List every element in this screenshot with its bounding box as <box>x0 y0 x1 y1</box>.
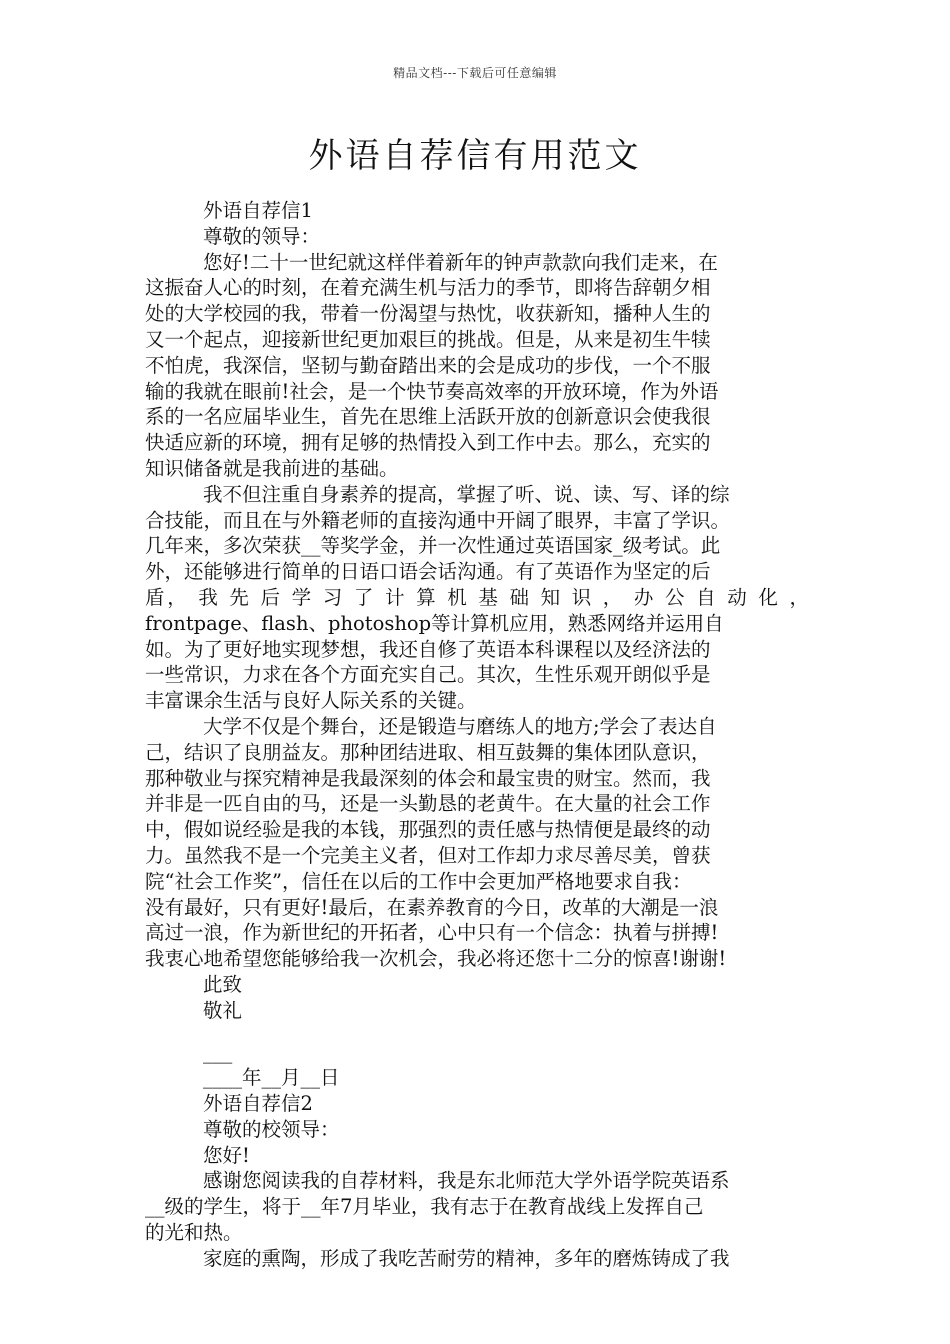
text-line: 不怕虎，我深信，坚韧与勤奋踏出来的会是成功的步伐，一个不服 <box>145 353 711 377</box>
text-line: 合技能，而且在与外籍老师的直接沟通中开阔了眼界，丰富了学识。 <box>145 508 731 532</box>
closing-line: 敬礼 <box>203 998 243 1022</box>
text-line: 感谢您阅读我的自荐材料，我是东北师范大学外语学院英语系 <box>203 1169 730 1193</box>
closing-line: 此致 <box>203 972 243 996</box>
page-header: 精品文档---下载后可任意编辑 <box>393 66 557 80</box>
text-line: 您好!二十一世纪就这样伴着新年的钟声款款向我们走来，在 <box>203 250 718 274</box>
section-heading-1: 外语自荐信1 <box>203 199 313 222</box>
text-line: 输的我就在眼前!社会，是一个快节奏高效率的开放环境，作为外语 <box>145 379 719 403</box>
text-line: 一些常识，力求在各个方面充实自己。其次，生性乐观开朗似乎是 <box>145 663 711 687</box>
text-line: 如。为了更好地实现梦想，我还自修了英语本科课程以及经济法的 <box>145 637 711 661</box>
text-line: 丰富课余生活与良好人际关系的关键。 <box>145 689 477 713</box>
text-line: 没有最好，只有更好!最后，在素养教育的今日，改革的大潮是一浪 <box>145 895 719 919</box>
text-line: 我衷心地希望您能够给我一次机会，我必将还您十二分的惊喜!谢谢! <box>145 947 727 971</box>
spacer <box>145 1024 809 1040</box>
text-line: 外，还能够进行简单的日语口语会话沟通。有了英语作为坚定的后 <box>145 560 711 584</box>
text-line: frontpage、flash、photoshop等计算机应用，熟悉网络并运用自 <box>145 611 724 635</box>
section-heading-2: 外语自荐信2 <box>203 1092 313 1116</box>
text-line: __级的学生，将于__年7月毕业，我有志于在教育战线上发挥自己 <box>145 1195 704 1219</box>
text-line: 大学不仅是个舞台，还是锻造与磨练人的地方;学会了表达自 <box>203 714 717 738</box>
text-line: 快适应新的环境，拥有足够的热情投入到工作中去。那么，充实的 <box>145 431 711 455</box>
text-line: 盾， 我 先 后 学 习 了 计 算 机 基 础 知 识 ， 办 公 自 动 化 ， <box>145 585 809 609</box>
text-line: 的光和热。 <box>145 1221 243 1245</box>
document-title: 外语自荐信有用范文 <box>308 136 642 176</box>
text-line: 那种敬业与探究精神是我最深刻的体会和最宝贵的财宝。然而，我 <box>145 766 711 790</box>
text-line: 我不但注重自身素养的提高，掌握了听、说、读、写、译的综 <box>203 482 730 506</box>
text-line: 知识储备就是我前进的基础。 <box>145 456 399 480</box>
text-line: 中，假如说经验是我的本钱，那强烈的责任感与热情便是最终的动 <box>145 818 711 842</box>
signature-blank: ___ <box>203 1040 233 1064</box>
text-line: 系的一名应届毕业生，首先在思维上活跃开放的创新意识会使我很 <box>145 405 711 429</box>
document-body <box>145 198 809 1272</box>
text-line: 又一个起点，迎接新世纪更加艰巨的挑战。但是，从来是初生牛犊 <box>145 327 711 351</box>
text-line: 院“社会工作奖”，信任在以后的工作中会更加严格地要求自我： <box>145 869 692 893</box>
text-line: 处的大学校园的我，带着一份渴望与热忱，收获新知，播种人生的 <box>145 302 711 326</box>
text-line: 并非是一匹自由的马，还是一头勤恳的老黄牛。在大量的社会工作 <box>145 792 711 816</box>
date-line: ____年__月__日 <box>203 1066 340 1090</box>
greeting: 您好! <box>203 1143 250 1167</box>
text-line: 高过一浪，作为新世纪的开拓者，心中只有一个信念：执着与拼搏! <box>145 921 719 945</box>
salutation: 尊敬的校领导： <box>203 1117 340 1141</box>
text-line: 这振奋人心的时刻，在着充满生机与活力的季节，即将告辞朝夕相 <box>145 276 711 300</box>
salutation: 尊敬的领导： <box>203 224 321 248</box>
text-line: 家庭的熏陶，形成了我吃苦耐劳的精神，多年的磨炼铸成了我 <box>203 1246 730 1270</box>
text-line: 几年来，多次荣获__等奖学金，并一次性通过英语国家_级考试。此 <box>145 534 721 558</box>
text-line: 力。虽然我不是一个完美主义者，但对工作却力求尽善尽美，曾获 <box>145 843 711 867</box>
text-line: 己，结识了良朋益友。那种团结进取、相互鼓舞的集体团队意识， <box>145 740 711 764</box>
